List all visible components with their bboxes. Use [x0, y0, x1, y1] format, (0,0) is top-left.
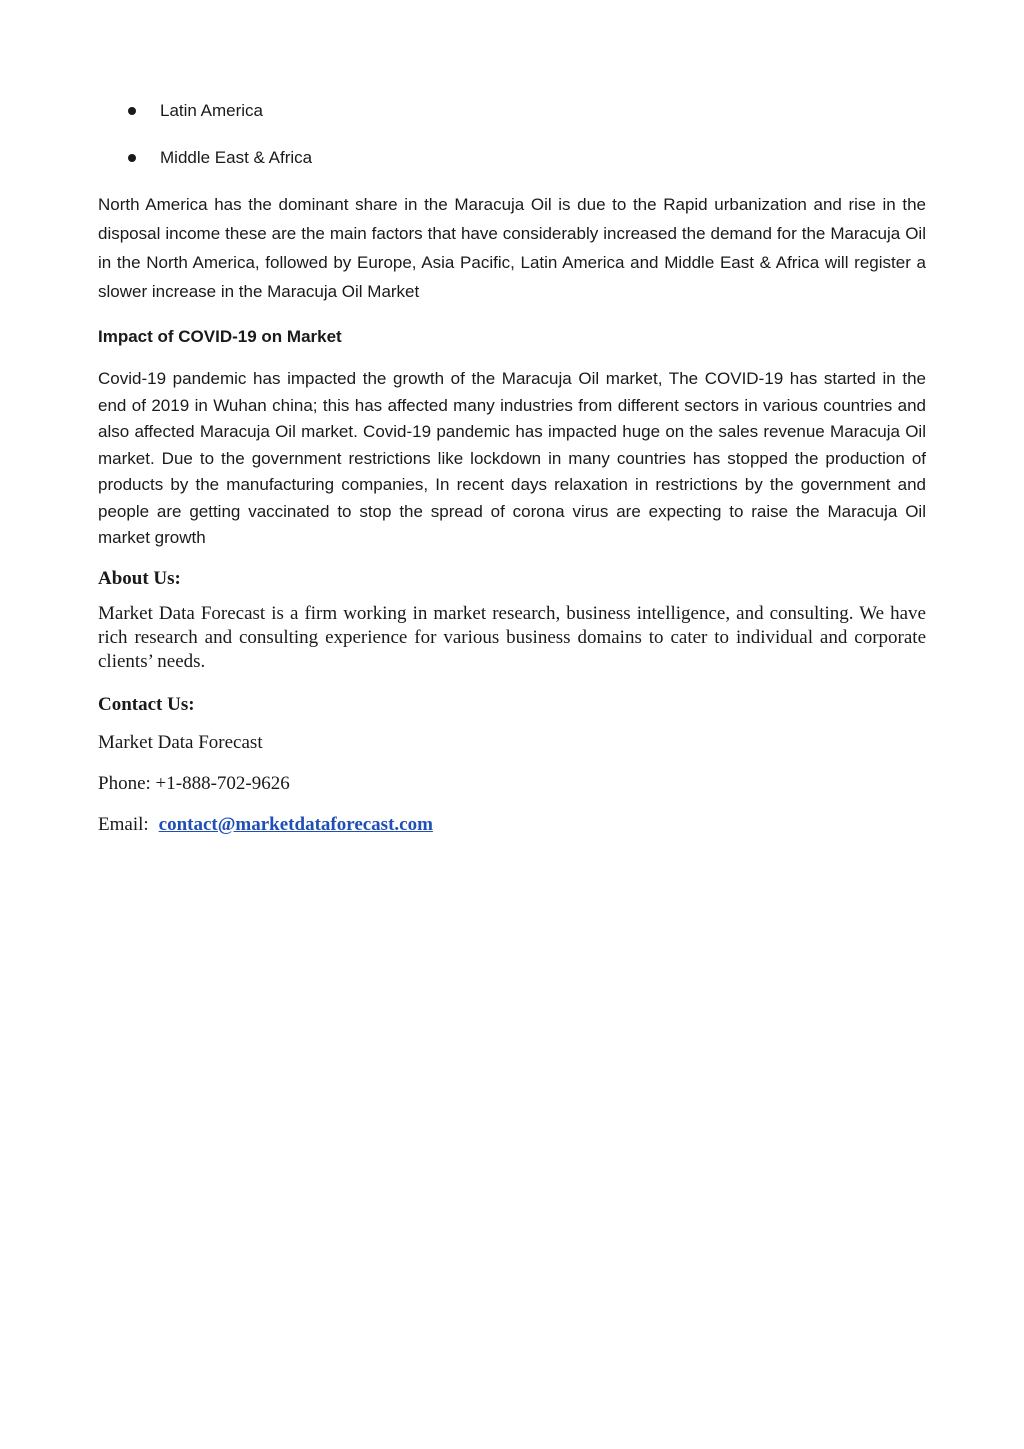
bullet-dot-icon: [128, 154, 136, 162]
region-bullet-middle-east-africa: [98, 143, 926, 173]
region-bullet-label: Latin America: [160, 101, 263, 120]
region-bullet-list: [98, 96, 926, 173]
regional-analysis-paragraph: North America has the dominant share in the Maracuja Oil is due to the Rapid urbanization and rise in the disposal income these are the main factors that have considerably increased the demand for the Maracuja Oil in the North America, followed by Europe, Asia Pacific, Latin America and Middle East & Africa will register a slower increase in the Maracuja Oil Market: [98, 195, 926, 301]
about-us-heading: About Us:: [98, 567, 181, 589]
covid-impact-heading: Impact of COVID-19 on Market: [98, 327, 342, 346]
contact-email-link[interactable]: contact@marketdataforecast.com: [158, 813, 433, 835]
region-bullet-latin-america: [98, 96, 926, 126]
about-us-paragraph: Market Data Forecast is a firm working in market research, business intelligence, and consulting. We have rich research and consulting experience for various business domains to cater to individual and corporate clients’ needs.: [98, 602, 926, 672]
contact-email-line: [98, 810, 926, 840]
covid-impact-paragraph: Covid-19 pandemic has impacted the growth of the Maracuja Oil market, The COVID-19 has started in the end of 2019 in Wuhan china; this has affected many industries from different sectors in various countries and also affected Maracuja Oil market. Covid-19 pandemic has impacted huge on the sales revenue Maracuja Oil market. Due to the government restrictions like lockdown in many countries has stopped the production of products by the manufacturing companies, In recent days relaxation in restrictions by the government and people are getting vaccinated to stop the spread of corona virus are expecting to raise the Maracuja Oil market growth: [98, 369, 926, 547]
contact-us-heading: Contact Us:: [98, 693, 195, 715]
region-bullet-label: Middle East & Africa: [160, 148, 313, 167]
contact-phone: Phone: +1-888-702-9626: [98, 772, 290, 794]
contact-company-name: Market Data Forecast: [98, 731, 263, 753]
document-content: [98, 96, 926, 851]
contact-email-label: Email:: [98, 813, 149, 835]
bullet-dot-icon: [128, 107, 136, 115]
